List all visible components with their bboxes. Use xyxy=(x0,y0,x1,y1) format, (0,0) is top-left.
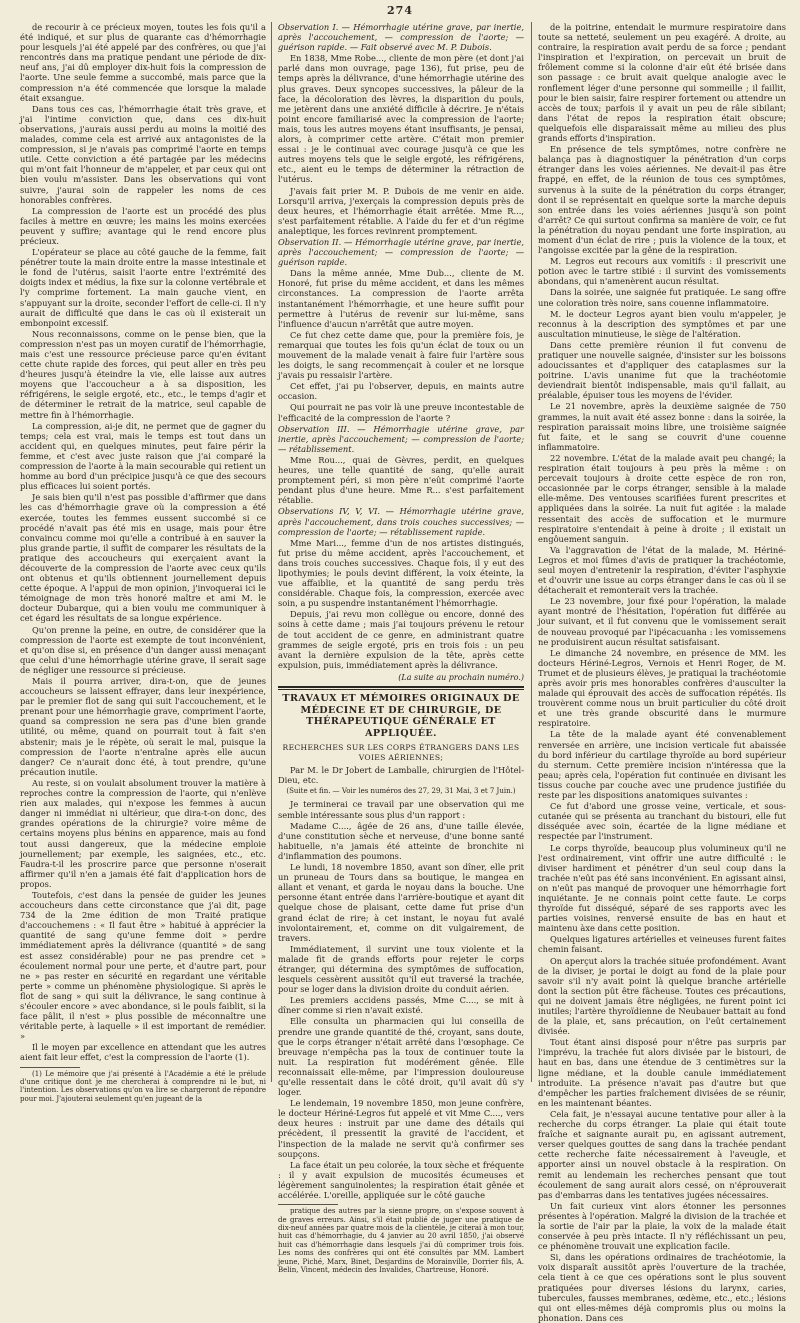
paragraph: On aperçut alors la trachée située profondément. Avant de la diviser, je portai le doigt au fond de la plaie pour savoir s'il n'y avait point là quelque branche artérielle dont la section pût être fâcheuse. Toutes ces précautions, qui ne doivent jamais être négligées, ne furent point ici inutiles; l'artère thyroïdienne de Neubauer battait au fond de la plaie, et, sans précaution, on l'eût certainement divisée. xyxy=(538,955,786,1037)
paragraph: Le 21 novembre, après la deuxième saignée de 750 grammes, la nuit avait été assez bonne : dans la soirée, la respiration paraissait moins libre, une troisième saignée fut faite, et le sang se couvrit d'une couenne inflammatoire. xyxy=(538,401,786,452)
column-rule-left xyxy=(271,22,272,1082)
paragraph: Dans la soirée, une saignée fut pratiquée. Le sang offre une coloration très noire, sans couenne inflammatoire. xyxy=(538,287,786,308)
paragraph: Dans cette première réunion il fut convenu de pratiquer une nouvelle saignée, d'insister sur les boissons adoucissantes et d'appliquer des cataplasmes sur la poitrine. L'avis unanime fut que la trachéotomie deviendrait bientôt indispensable, mais qu'il fallait, au préalable, épuiser tous les moyens de l'évider. xyxy=(538,339,786,401)
column-right xyxy=(538,22,786,1323)
paragraph: Le lundi, 18 novembre 1850, avant son dîner, elle prit un pruneau de Tours dans sa boutique, le mangea en allant et venant, et garda le noyau dans la bouche. Une personne étant entrée dans l'arrière-boutique et ayant dit quelque chose de plaisant, cette dame fut prise d'un grand éclat de rire; à cet instant, le noyau fut avalé involontairement, et, comme on dit vulgairement, de travers. xyxy=(278,862,524,943)
paragraph: La face était un peu colorée, la toux sèche et fréquente : il y avait expulsion de mucosités écumeuses et légèrement sanguinolentes; la respiration était gênée et accélérée. L'oreille, appliquée sur le côté gauche xyxy=(278,1159,524,1201)
footnote-rule xyxy=(20,1067,80,1068)
page-number: 274 xyxy=(387,4,413,17)
section-rule-thin xyxy=(278,689,524,690)
paragraph: La compression, ai-je dit, ne permet que de gagner du temps; cela est vrai, mais le temps est tout dans un accident qui, en quelques minutes, peut faire périr la femme, et c'est avec juste raison que j'ai comparé la compression de l'aorte à la main secourable qui retient un homme au bord d'un précipice jusqu'à ce que des secours plus efficaces lui soient portés. xyxy=(20,420,266,492)
paragraph: Mme Mari..., femme d'un de nos artistes distingués, fut prise du même accident, après l'accouchement, et dans trois couches successives. Chaque fois, il y eut des lipothymies; le pouls devint différent, la voix éteinte, la vue affaiblie, et la quantité de sang perdu très considérable. Chaque fois, la compression, exercée avec soin, a pu suspendre instantanément l'hémorrhagie. xyxy=(278,537,524,609)
paragraph: Quelques ligatures artérielles et veineuses furent faites chemin faisant. xyxy=(538,934,786,955)
paragraph: La tête de la malade ayant été convenablement renversée en arrière, une incision verticale fut abaissée du bord inférieur du cartilage thyroïde au bord supérieur du sternum. Cette première incision n'intéressa que la peau; après cela, l'opération fut continuée en divisant les tissus couche par couche avec une prudence justifiée du reste par les dispositions anatomiques suivantes : xyxy=(538,729,786,801)
paragraph: Madame C...., âgée de 26 ans, d'une taille élevée, d'une constitution sèche et nerveuse, d'une bonne santé habituelle, n'a jamais été atteinte de bronchite ni d'inflammation des poumons. xyxy=(278,820,524,861)
paragraph: Le corps thyroïde, beaucoup plus volumineux qu'il ne l'est ordinairement, vint offrir une autre difficulté : le diviser hardiment et pénétrer d'un seul coup dans la trachée n'eût pas été sans inconvénient. En agissant ainsi, on n'eût pas manqué de provoquer une hémorrhagie fort inquiétante. Je ne connais point cette faute. Le corps thyroïde fut disséqué, séparé de ses rapports avec les parties voisines, renversé ensuite de bas en haut et maintenu àxe dans cette position. xyxy=(538,842,786,934)
column-rule-right xyxy=(531,22,532,1082)
paragraph: Un fait curieux vint alors étonner les personnes présentes à l'opération. Malgré la division de la trachée et la sortie de l'air par la plaie, la voix de la malade était conservée à peu près intacte. Il n'y réfléchissant un peu, ce phénomène trouvait une explication facile. xyxy=(538,1200,786,1252)
column-left xyxy=(20,22,266,1103)
paragraph: L'opérateur se place au côté gauche de la femme, fait pénétrer toute la main droite entre la masse intestinale et le fond de l'utérus, saisit l'aorte entre l'extrémité des doigts index et médius, la fixe sur la colonne vertébrale et l'y comprime fortement. La main gauche vient, en s'appuyant sur la droite, seconder l'effort de celle-ci. Il n'y aurait de difficulté que dans le cas où il existerait un embonpoint excessif. xyxy=(20,247,266,328)
paragraph: Dans tous ces cas, l'hémorrhagie était très grave, et j'ai l'intime conviction que, dans ces dix-huit observations, j'aurais aussi perdu au moins la moitié des malades, comme cela est arrivé aux antagonistes de la compression, si je n'avais pas comprimé l'aorte en temps utile. Cette conviction a été partagée par les médecins qui m'ont fait l'honneur de m'appeler, et par ceux qui ont bien voulu m'assister. Dans les observations qui vont suivre, j'aurai soin de rappeler les noms de ces honorables confrères. xyxy=(20,103,266,205)
paragraph: J'avais fait prier M. P. Dubois de me venir en aide. Lorsqu'il arriva, j'exerçais la compression depuis près de deux heures, et l'hémorrhagie était arrêtée. Mme R..., s'est parfaitement rétablie. A l'aide du fer et d'un régime analeptique, les forces revinrent promptement. xyxy=(278,185,524,236)
paragraph: Si, dans les opérations ordinaires de trachéotomie, la voix disparaît aussitôt après l'ouverture de la trachée, cela tient à ce que ces opérations sont le plus souvent pratiquées pour diverses lésions du larynx, caries, tubercules, fausses membranes, œdème, etc., etc.; lésions qui ont elles-mêmes déjà compromis plus ou moins la phonation. Dans ces xyxy=(538,1252,786,1323)
paragraph: Au reste, si on voulait absolument trouver la matière à reproches contre la compression de l'aorte, qui n'enlève rien aux malades, qui n'expose les femmes à aucun danger ni immédiat ni ultérieur, que dira-t-on donc, des grandes opérations de la chirurgie? voire même de certains moyens plus bénins en apparence, mais au fond tout aussi dangereux, que la médecine emploie journellement; par exemple, les saignées, etc., etc. Faudra-t-il les proscrire parce que personne n'oserait affirmer qu'il n'en a jamais été fait d'application hors de propos. xyxy=(20,777,266,889)
observation-heading: Observation II. — Hémorrhagie utérine grave, par inertie, après l'accouchement; — compression de l'aorte; — guérison rapide. xyxy=(278,236,524,268)
paragraph: En présence de tels symptômes, notre confrère ne balança pas à diagnostiquer la pénétration d'un corps étranger dans les voies aériennes. Ne devait-il pas être frappé, en effet, de la réunion de tous ces symptômes, survenus à la suite de la pénétration du corps étranger, dont il se représentait en quelque sorte la marche depuis son entrée dans les voies aériennes jusqu'à son point d'arrêt? Ce qui surtout confirma sa manière de voir, ce fut la pénétration du noyau pendant une forte inspiration, au moment d'un éclat de rire ; puis la violence de la toux, et l'angoisse excitée par la gêne de la respiration. xyxy=(538,144,786,256)
paragraph: Nous reconnaissons, comme on le pense bien, que la compression n'est pas un moyen curatif de l'hémorrhagie, mais c'est une ressource précieuse parce qu'en évitant cette chute rapide des forces, qui peut aller en très peu d'heures jusqu'à éteindre la vie, elle laisse aux autres moyens que l'accoucheur a à sa disposition, les réfrigérens, le seigle ergoté, etc., etc., le temps d'agir et de déterminer le retrait de la matrice, seul capable de mettre fin à l'hémorrhagie. xyxy=(20,328,266,420)
paragraph: Tout étant ainsi disposé pour n'être pas surpris par l'imprévu, la trachée fut alors divisée par le bistouri, de haut en bas, dans une étendue de 3 centimètres sur la ligne médiane, et la double canule immédiatement introduite. La présence n'avait pas d'autre but que d'empêcher les parties fraîchement divisées de se réunir, en les maintenant béantes. xyxy=(538,1037,786,1108)
paragraph: 22 novembre. L'état de la malade avait peu changé; la respiration était toujours à peu près la même : on percevait toujours à droite cette espèce de ron ron, occasionnée par le corps étranger, sensible à la malade elle-même. Des ventouses scarifiées furent prescrites et appliquées dans la soirée. La nuit fut agitée : la malade ressentait des accès de suffocation et le murmure respiratoire s'entendait à peine à droite ; il existait un engôuement sanguin. xyxy=(538,452,786,544)
paragraph: Il le moyen par excellence en attendant que les autres aient fait leur effet, c'est la compression de l'aorte (1). xyxy=(20,1042,266,1063)
paragraph: de recourir à ce précieux moyen, toutes les fois qu'il a été indiqué, et sur plus de quarante cas d'hémorrhagie pour lesquels j'ai été appelé par des confrères, ou que j'ai rencontrés dans ma pratique pendant une période de dix-neuf ans, j'ai dû employer dix-huit fois la compression de l'aorte. Une seule femme a succombé, mais parce que la compression n'a été commencée que lorsque la malade était exsangue. xyxy=(20,22,266,103)
paragraph: La compression de l'aorte est un procédé des plus faciles à mettre en œuvre; les mains les moins exercées peuvent y suffire; avantage qui le rend encore plus précieux. xyxy=(20,205,266,246)
paragraph: Qu'on prenne la peine, en outre, de considérer que la compression de l'aorte est exempte de tout inconvénient, et qu'on dise si, en présence d'un danger aussi menaçant que celui d'une hémorrhagie utérine grave, il serait sage de négliger une ressource si précieuse. xyxy=(20,624,266,675)
paragraph: En 1838, Mme Robe..., cliente de mon père (et dont j'ai parlé dans mon ouvrage, page 136), fut prise, peu de temps après la délivrance, d'une hémorrhagie utérine des plus graves. Deux syncopes successives, la pâleur de la face, la décoloration des lèvres, la disparition du pouls, me jetèrent dans une anxiété difficile à décrire. Je n'étais point encore familiarisé avec la compression de l'aorte; mais, tous les autres moyens étant insuffisants, je pensai, alors, à comprimer cette artère. C'était mon premier essai : je le continuai avec courage jusqu'à ce que les autres moyens tels que le seigle ergoté, les réfrigérens, etc., aient eu le temps de déterminer la rétraction de l'utérus. xyxy=(278,53,524,185)
paragraph: M. Legros eut recours aux vomitifs : il prescrivit une potion avec le tartre stibié : il survint des vomissements abondans, qui n'amenèrent aucun résultat. xyxy=(538,256,786,287)
paragraph: Toutefois, c'est dans la pensée de guider les jeunes accoucheurs dans cette circonstance que j'ai dit, page 734 de la 2me édition de mon Traité pratique d'accouchemens : « Il faut être » habitué à apprécier la quantité de sang qu'une femme doit » perdre immédiatement après la délivrance (quantité » de sang est assez considérable) pour ne pas prendre cet » écoulement normal pour une perte, et d'autre part, pour ne » pas rester en sécurité en regardant une véritable perte » comme un phénomène physiologique. Si après le flot de sang » qui suit la délivrance, le sang continue à s'écouler encore » avec abondance, si le pouls faiblit, si la face pâlit, il n'est » plus possible de méconnaître une véritable perte, à laquelle » il est important de remédier. » xyxy=(20,889,266,1042)
paragraph: Cet effet, j'ai pu l'observer, depuis, en maints autre occasion. xyxy=(278,381,524,402)
paragraph: M. le docteur Legros ayant bien voulu m'appeler, je reconnus à la description des symptômes et par une auscultation minutieuse, le siège de l'altération. xyxy=(538,308,786,339)
paragraph: Le 23 novembre, jour fixé pour l'opération, la malade ayant montré de l'hésitation, l'opération fut différée au jour suivant, et il fut convenu que le vomissement serait de nouveau provoqué par l'ipécacuanha : les vomissemens ne produisirent aucun résultat satisfaisant. xyxy=(538,596,786,647)
observation-heading: Observation I. — Hémorrhagie utérine grave, par inertie, après l'accouchement, — compression de l'aorte; — guérison rapide. — Fait observé avec M. P. Dubois. xyxy=(278,22,524,53)
section-title: TRAVAUX ET MÉMOIRES ORIGINAUX DE MÉDECINE ET DE CHIRURGIE, DE THÉRAPEUTIQUE GÉNÉRALE ET APPLIQUÉE. xyxy=(282,693,520,739)
paragraph: Qui pourrait ne pas voir là une preuve incontestable de l'efficacité de la compression de l'aorte ? xyxy=(278,402,524,423)
paragraph: Cela fait, je n'essayai aucune tentative pour aller à la recherche du corps étranger. La plaie qui était toute fraîche et saignante aurait pu, en agissant autrement, verser quelques gouttes de sang dans la trachée pendant cette recherche faite nécessairement à l'aveugle, et apporter ainsi un nouvel obstacle à la respiration. On remit au lendemain les recherches pensant que tout écoulement de sang aurait alors cessé, on n'éprouverait pas d'embarras dans les tentatives jugées nécessaires. xyxy=(538,1108,786,1200)
paragraph: Les premiers accidens passés, Mme C...., se mit à dîner comme si rien n'avait existé. xyxy=(278,995,524,1016)
paragraph: de la poitrine, entendait le murmure respiratoire dans toute sa netteté, seulement un peu exagéré. A droite, au contraire, la respiration avait perdu de sa force ; pendant l'inspiration et l'expiration, on percevait un bruit de frôlement comme si la colonne d'air eût été brisée dans son passage : ce bruit avait quelque analogie avec le ronflement léger d'une personne qui sommeille ; il faillit, pour le bien saisir, faire respirer fortement ou attendre un accès de toux; parfois il y avait un peu de râle sibilant; dans l'état de repos la respiration était obscure; quelquefois elle disparaissait même au milieu des plus grands efforts d'inspiration. xyxy=(538,22,786,144)
paragraph: Mme Rou..., quai de Gèvres, perdit, en quelques heures, une telle quantité de sang, qu'elle aurait promptement péri, si mon père n'eût comprimé l'aorte pendant plus d'une heure. Mme R... s'est parfaitement rétablie. xyxy=(278,454,524,506)
paragraph: Le dimanche 24 novembre, en présence de MM. les docteurs Hériné-Legros, Vernois et Henri Roger, de M. Trumet et de plusieurs élèves, je pratiquai la trachéotomie après avoir pris mes honorables confrères d'ausculter la malade qui éprouvait des accès de suffocation répétés. Ils trouvèrent comme nous un bruit particulier du côté droit et une très grande obscurité dans le murmure respiratoire. xyxy=(538,647,786,729)
paragraph: Depuis, j'ai revu mon collègue ou encore, donné des soins à cette dame ; mais j'ai toujours prévenu le retour de tout accident de ce genre, en administrant quatre grammes de seigle ergoté, pris en trois fois : un peu avant la dernière expulsion de la tête, après cette expulsion, puis, immédiatement après la délivrance. xyxy=(278,609,524,670)
paragraph: Le lendemain, 19 novembre 1850, mon jeune confrère, le docteur Hériné-Legros fut appelé et vit Mme C...., vers deux heures : instruit par une dame des détails qui précèdent, il pressentit la gravité de l'accident, et l'inspection de la malade ne servit qu'à confirmer ses soupçons. xyxy=(278,1098,524,1159)
continued-note: (La suite au prochain numéro.) xyxy=(398,672,524,682)
section-rule xyxy=(278,686,524,688)
article-title: RECHERCHES SUR LES CORPS ÉTRANGERS DANS LES VOIES AÉRIENNES; xyxy=(282,743,520,763)
paragraph: Immédiatement, il survint une toux violente et la malade fit de grands efforts pour rejeter le corps étranger, qui détermina des symptômes de suffocation, lesquels cessèrent aussitôt qu'il eut traversé la trachée, pour se loger dans la division droite du conduit aérien. xyxy=(278,943,524,995)
paragraph: Je terminerai ce travail par une observation qui me semble intéressante sous plus d'un rapport : xyxy=(278,799,524,820)
paragraph: Ce fut chez cette dame que, pour la première fois, je remarquai que toutes les fois qu'un éclat de toux ou un mouvement de la malade venait à faire fuir l'artère sous les doigts, le sang recommençait à couler et ne lorsque j'avais pu ressaisir l'artère. xyxy=(278,329,524,381)
observation-heading: Observations IV, V, VI. — Hémorrhagie utérine grave, après l'accouchement, dans trois couches successives; — compression de l'aorte; — rétablissement rapide. xyxy=(278,506,524,537)
paragraph: Dans la même année, Mme Dub..., cliente de M. Honoré, fut prise du même accident, et dans les mêmes circonstances. La compression de l'aorte arrêta instantanément l'hémorrhagie, et une heure suffit pour permettre à l'utérus de revenir sur lui-même, sans l'influence d'aucun n'arrêtât que autre moyen. xyxy=(278,268,524,329)
footnote: pratique des autres par la sienne propre, on s'expose souvent à de graves erreurs. Ainsi, s'il était publié de juger une pratique de dix-neuf années par quatre mois de la clientèle, je citerai à mon tour, huit cas d'hémorrhagie, du 4 janvier au 20 avril 1850, j'ai observé huit cas d'hémorrhagie dans lesquels j'ai dû comprimer trois fois. Les noms des confrères qui ont été consultés par MM. Lambert jeune, Piché, Marx, Binet, Desjardins de Morainville, Dorrier fils, A. Belin, Vincent, médecin des Invalides, Chartreuse, Honoré. xyxy=(278,1207,524,1274)
paragraph: Je sais bien qu'il n'est pas possible d'affirmer que dans les cas d'hémorrhagie grave où la compression a été exercée, toutes les femmes eussent succombé si ce procédé n'avait pas été mis en usage, mais pour être convaincu comme moi qu'elle a contribué à en sauver la plus grande partie, il suffit de comparer les résultats de la pratique des accoucheurs qui exerçaient avant la découverte de la compression de l'aorte avec ceux qu'ils ont obtenus et qu'ils obtiennent journellement depuis cette époque. A l'appui de mon opinion, j'invoquerai ici le témoignage de mon très honoré maître et ami M. le docteur Dubarque, qui a bien voulu me communiquer à cet égard les résultats de sa longue expérience. xyxy=(20,492,266,624)
article-note: (Suite et fin. — Voir les numéros des 27, 29, 31 Mai, 3 et 7 Juin.) xyxy=(286,787,516,796)
footnote-rule xyxy=(278,1204,338,1205)
footnote: (1) Le mémoire que j'ai présenté à l'Académie a été le prélude d'une critique dont je me chercherai à comprendre ni le but, ni l'intention. Les observations qu'on va lire se chargeront de répondre pour moi. J'ajouterai seulement qu'en jugeant de la xyxy=(20,1069,266,1103)
paragraph: Elle consulta un pharmacien qui lui conseilla de prendre une grande quantité de thé, croyant, sans doute, que le corps étranger n'était arrêté dans l'œsophage. Ce breuvage n'empêcha pas la toux de continuer toute la nuit. La respiration fut modérément gênée. Elle reconnaissait elle-même, par l'impression douloureuse qu'elle ressentait dans le côté droit, qu'il avait dû s'y loger. xyxy=(278,1016,524,1098)
article-author: Par M. le Dr Jobert de Lamballe, chirurgien de l'Hôtel-Dieu, etc. xyxy=(278,765,524,786)
observation-heading: Observation III. — Hémorrhagie utérine grave, par inertie, après l'accouchement; — compression de l'aorte; — rétablissement. xyxy=(278,423,524,454)
paragraph: Mais il pourra arriver, dira-t-on, que de jeunes accoucheurs se laissent effrayer, dans leur inexpérience, par le premier flot de sang qui suit l'accouchement, et le prenant pour une hémorrhagie grave, compriment l'aorte, quand sa compression ne sera pas d'une bien grande utilité, ou même, quand on pourrait tout à fait s'en abstenir; mais je le répète, où serait le mal, puisque la compression de l'aorte n'entraîne après elle aucun danger? Ce n'aurait donc été, à tout prendre, qu'une précaution inutile. xyxy=(20,676,266,777)
column-middle xyxy=(278,22,524,1274)
paragraph: Ce fut d'abord une grosse veine, verticale, et sous-cutanée qui se présenta au tranchant du bistouri, elle fut disséquée avec soin, écartée de la ligne médiane et respectée par l'instrument. xyxy=(538,801,786,842)
paragraph: Va l'aggravation de l'état de la malade, M. Hériné-Legros et moi fûmes d'avis de pratiquer la trachéotomie, seul moyen d'entretenir la respiration, d'éviter l'asphyxie et d'ouvrir une issue au corps étranger dans le cas où il se détacherait et remonterait vers la trachée. xyxy=(538,544,786,596)
